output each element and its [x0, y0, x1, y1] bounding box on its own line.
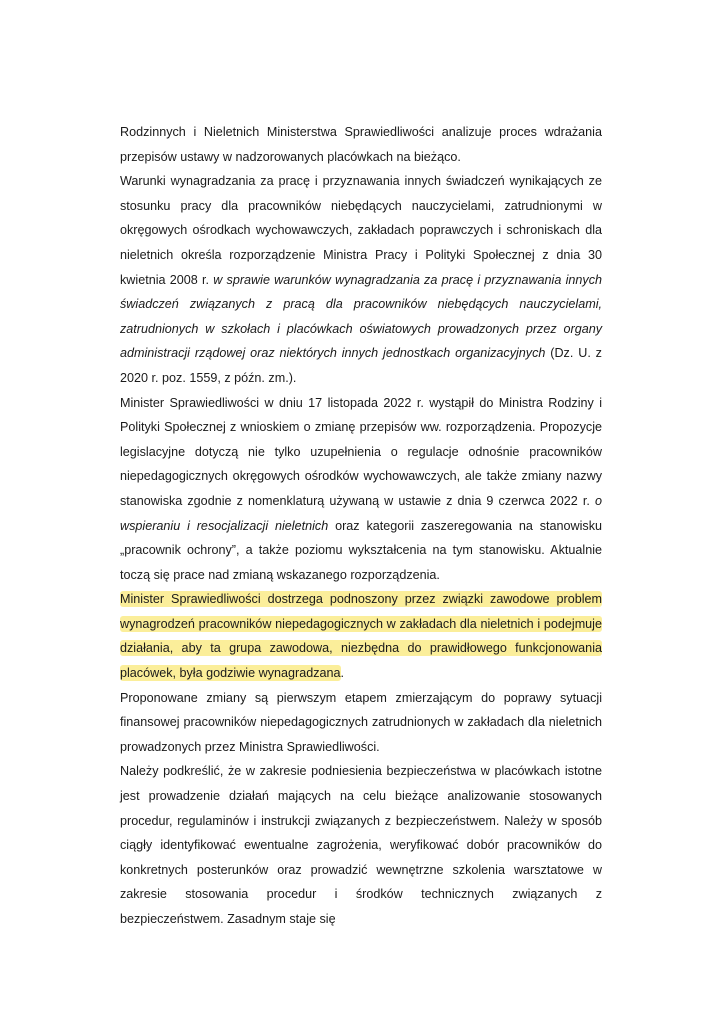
paragraph-2 — [120, 169, 602, 390]
paragraph-3 — [120, 391, 602, 588]
paragraph-4-highlighted — [120, 587, 602, 685]
paragraph-1 — [120, 120, 602, 169]
paragraph-3-continued: oraz kategorii zaszeregowania na stanowisku „pracownik ochrony”, a także poziomu wykształcenia na tym stanowisku. Aktualnie toczą się prace nad zmianą wskazanego rozporządzenia. — [120, 518, 602, 582]
paragraph-1-text: Rodzinnych i Nieletnich Ministerstwa Sprawiedliwości analizuje proces wdrażania przepisów ustawy w nadzorowanych placówkach na bieżąco. — [120, 125, 602, 164]
regulation-title: w sprawie warunków wynagradzania za pracę i przyznawania innych świadczeń związanych z pracą dla pracowników niebędących nauczycielami, zatrudnionych w szkołach i placówkach oświatowych prowadzonych przez organy administracji rządowej oraz niektórych innych jednostkach organizacyjnych — [120, 272, 602, 361]
paragraph-4-period: . — [340, 666, 345, 681]
act-title: o wspieraniu i resocjalizacji nieletnich — [120, 493, 602, 533]
paragraph-6-text: Należy podkreślić, że w zakresie podniesienia bezpieczeństwa w placówkach istotne jest prowadzenie działań mających na celu bieżące analizowanie stosowanych procedur, regulaminów i instrukcji związanych z bezpieczeństwem. Należy w sposób ciągły identyfikować ewentualne zagrożenia, weryfikować dobór pracowników do konkretnych posterunków oraz prowadzić wewnętrzne szkolenia warsztatowe w zakresie stosowania procedur i środków technicznych związanych z bezpieczeństwem. Zasadnym staje się — [120, 764, 602, 926]
paragraph-2-text: Warunki wynagradzania za pracę i przyznawania innych świadczeń wynikających ze stosunku pracy dla pracowników niebędących nauczycielami, zatrudnionymi w okręgowych ośrodkach wychowawczych, zakładach poprawczych i schroniskach dla nieletnich określa rozporządzenie Ministra Pracy i Polityki Społecznej z dnia 30 kwietnia 2008 r. — [120, 174, 602, 287]
paragraph-6 — [120, 759, 602, 931]
paragraph-5-text: Proponowane zmiany są pierwszym etapem zmierzającym do poprawy sytuacji finansowej pracowników niepedagogicznych zatrudnionych w zakładach dla nieletnich prowadzonych przez Ministra Sprawiedliwości. — [120, 690, 602, 754]
paragraph-3-text: Minister Sprawiedliwości w dniu 17 listopada 2022 r. wystąpił do Ministra Rodziny i Polityki Społecznej z wnioskiem o zmianę przepisów ww. rozporządzenia. Propozycje legislacyjne dotyczą nie tylko uzupełnienia o regulacje odnośnie pracowników niepedagogicznych okręgowych ośrodków wychowawczych, ale także zmiany nazwy stanowiska zgodnie z nomenklaturą używaną w ustawie z dnia 9 czerwca 2022 r. — [120, 395, 602, 508]
document-body — [120, 120, 602, 932]
paragraph-5 — [120, 686, 602, 760]
paragraph-2-citation: (Dz. U. z 2020 r. poz. 1559, z późn. zm.). — [120, 346, 602, 385]
highlighted-text: Minister Sprawiedliwości dostrzega podnoszony przez związki zawodowe problem wynagrodzeń pracowników niepedagogicznych w zakładach dla nieletnich i podejmuje działania, aby ta grupa zawodowa, niezbędna do prawidłowego funkcjonowania placówek, była godziwie wynagradzana — [120, 592, 602, 681]
